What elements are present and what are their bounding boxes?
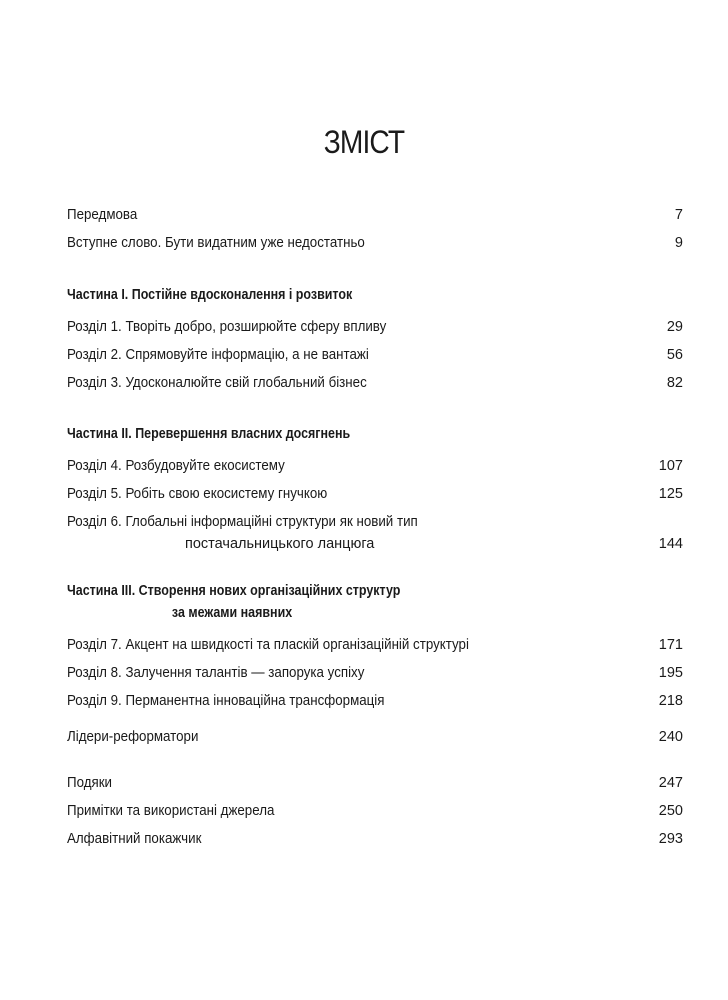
entry-label: Розділ 1. Творіть добро, розширюйте сферу впливу: [67, 319, 387, 335]
entry-page: 107: [658, 458, 683, 474]
part-label-continued: за межами наявних: [171, 605, 293, 621]
toc-entry-chapter-2: [67, 344, 683, 366]
entry-label: Лідери-реформатори: [67, 729, 199, 745]
entry-page: 29: [666, 319, 683, 335]
toc-entry-chapter-6: [67, 511, 683, 555]
entry-label: Розділ 7. Акцент на швидкості та пласкій організаційній структурі: [67, 637, 469, 653]
entry-page: 195: [658, 665, 683, 681]
entry-label: Розділ 6. Глобальні інформаційні структури як новий тип: [67, 514, 418, 530]
toc-entry-chapter-4: [67, 455, 683, 477]
entry-label: Примітки та використані джерела: [67, 803, 275, 819]
entry-page: 9: [674, 235, 683, 251]
toc-entry-leaders: [67, 726, 683, 748]
entry-page: 56: [666, 347, 683, 363]
entry-page: 82: [666, 375, 683, 391]
toc-entry-chapter-1: [67, 316, 683, 338]
toc-part-1: [67, 284, 683, 306]
entry-label: Передмова: [67, 207, 138, 223]
entry-page: 125: [658, 486, 683, 502]
entry-page: 144: [658, 536, 683, 552]
entry-label: Розділ 8. Залучення талантів — запорука успіху: [67, 665, 365, 681]
toc-entry-chapter-3: [67, 372, 683, 394]
entry-label: Подяки: [67, 775, 113, 791]
part-label: Частина II. Перевершення власних досягнень: [67, 426, 351, 442]
toc-entry-notes: [67, 800, 683, 822]
entry-label: Розділ 9. Перманентна інноваційна трансформація: [67, 693, 385, 709]
toc-entry-intro: [67, 232, 683, 254]
part-label: Частина I. Постійне вдосконалення і розвиток: [67, 287, 353, 303]
entry-page: 240: [658, 729, 683, 745]
entry-label: Розділ 4. Розбудовуйте екосистему: [67, 458, 285, 474]
toc-entry-index: [67, 828, 683, 850]
entry-page: 250: [658, 803, 683, 819]
entry-label-continued: постачальницького ланцюга: [185, 536, 375, 552]
toc-entry-chapter-8: [67, 662, 683, 684]
page-title: ЗМІСТ: [323, 124, 405, 160]
entry-label: Розділ 2. Спрямовуйте інформацію, а не вантажі: [67, 347, 369, 363]
toc-entry-chapter-5: [67, 483, 683, 505]
toc-entry-acknowledgements: [67, 772, 683, 794]
entry-page: 293: [658, 831, 683, 847]
entry-label: Алфавітний покажчик: [67, 831, 202, 847]
entry-page: 218: [658, 693, 683, 709]
toc-part-3: [67, 580, 683, 624]
entry-page: 7: [674, 207, 683, 223]
entry-label: Розділ 3. Удосконалюйте свій глобальний бізнес: [67, 375, 367, 391]
toc-entry-foreword: [67, 204, 683, 226]
entry-label: Вступне слово. Бути видатним уже недостатньо: [67, 235, 365, 251]
entry-page: 171: [658, 637, 683, 653]
toc-part-2: [67, 423, 683, 445]
toc-entry-chapter-7: [67, 634, 683, 656]
entry-label: Розділ 5. Робіть свою екосистему гнучкою: [67, 486, 328, 502]
entry-page: 247: [658, 775, 683, 791]
toc-entry-chapter-9: [67, 690, 683, 712]
part-label: Частина III. Створення нових організаційних структур: [67, 583, 401, 599]
